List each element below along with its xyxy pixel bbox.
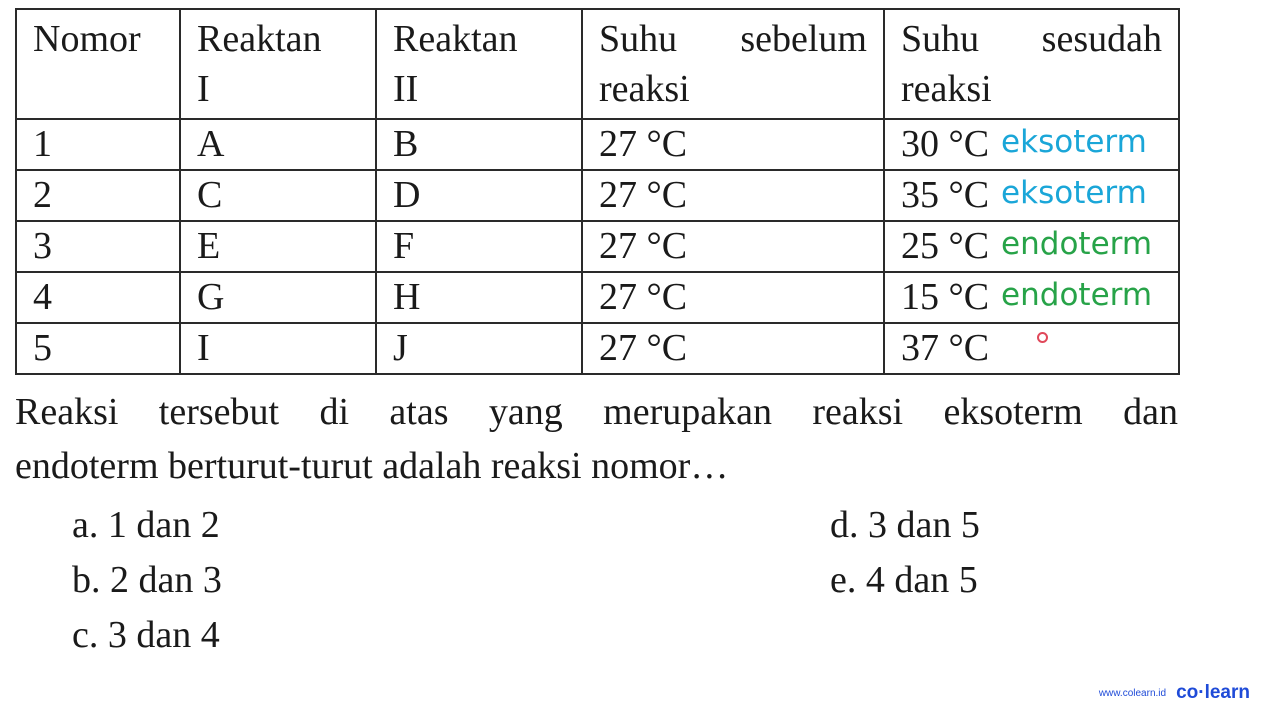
cell-nomor: 1	[16, 119, 180, 170]
option-e[interactable]: e. 4 dan 5	[830, 559, 978, 601]
annotation-endoterm: endoterm	[1001, 277, 1153, 313]
header-reaktan-2-line1: Reaktan	[393, 18, 518, 60]
header-suhu-sebelum	[582, 9, 884, 119]
cell-reaktan-1: E	[180, 221, 376, 272]
cell-nomor: 3	[16, 221, 180, 272]
logo-brand: co·learn	[1176, 682, 1250, 703]
question-line-2: endoterm berturut-turut adalah reaksi nomor…	[15, 445, 729, 487]
cell-reaktan-2: B	[376, 119, 582, 170]
reaction-table	[15, 8, 1180, 375]
cell-suhu-sesudah	[884, 323, 1179, 374]
cell-suhu-sebelum: 27 °C	[582, 323, 884, 374]
suhu-sesudah-value: 30 °C	[901, 123, 990, 165]
cell-suhu-sebelum: 27 °C	[582, 119, 884, 170]
suhu-sesudah-value: 25 °C	[901, 225, 990, 267]
table-row	[16, 323, 1179, 374]
header-suhu-sebelum-line1: Suhu sebelum	[599, 18, 867, 60]
header-reaktan-1-line2: I	[197, 68, 210, 110]
header-nomor	[16, 9, 180, 119]
cell-nomor: 5	[16, 323, 180, 374]
header-reaktan-1	[180, 9, 376, 119]
colearn-logo	[1099, 682, 1250, 704]
suhu-sesudah-value: 35 °C	[901, 174, 990, 216]
cell-reaktan-1: G	[180, 272, 376, 323]
option-b[interactable]: b. 2 dan 3	[72, 559, 222, 601]
table-header-row	[16, 9, 1179, 119]
cell-reaktan-2: J	[376, 323, 582, 374]
cell-suhu-sesudah	[884, 221, 1179, 272]
table-row	[16, 221, 1179, 272]
annotation-eksoterm: eksoterm	[1001, 124, 1147, 160]
cell-reaktan-1: C	[180, 170, 376, 221]
cell-reaktan-2: H	[376, 272, 582, 323]
cell-nomor: 2	[16, 170, 180, 221]
table-row	[16, 119, 1179, 170]
cell-nomor: 4	[16, 272, 180, 323]
option-d[interactable]: d. 3 dan 5	[830, 504, 980, 546]
annotation-endoterm: endoterm	[1001, 226, 1153, 262]
header-nomor-label: Nomor	[33, 18, 141, 60]
cell-suhu-sebelum: 27 °C	[582, 170, 884, 221]
question-text	[15, 385, 1178, 493]
cell-reaktan-1: I	[180, 323, 376, 374]
cell-suhu-sebelum: 27 °C	[582, 221, 884, 272]
cell-reaktan-1: A	[180, 119, 376, 170]
cell-reaktan-2: D	[376, 170, 582, 221]
suhu-sesudah-value: 37 °C	[901, 327, 990, 369]
option-c[interactable]: c. 3 dan 4	[72, 614, 220, 656]
pen-marker-dot	[1037, 332, 1048, 343]
header-suhu-sebelum-line2: reaksi	[599, 68, 690, 110]
table-row	[16, 170, 1179, 221]
header-reaktan-1-line1: Reaktan	[197, 18, 322, 60]
header-suhu-sesudah-line2: reaksi	[901, 68, 992, 110]
header-suhu-sesudah-line1: Suhu sesudah	[901, 18, 1162, 60]
annotation-eksoterm: eksoterm	[1001, 175, 1147, 211]
cell-reaktan-2: F	[376, 221, 582, 272]
table-row	[16, 272, 1179, 323]
logo-url: www.colearn.id	[1098, 687, 1167, 699]
question-line-1: Reaksi tersebut di atas yang merupakan reaksi eksoterm dan	[15, 391, 1178, 433]
cell-suhu-sebelum: 27 °C	[582, 272, 884, 323]
header-suhu-sesudah	[884, 9, 1179, 119]
header-reaktan-2	[376, 9, 582, 119]
cell-suhu-sesudah	[884, 119, 1179, 170]
cell-suhu-sesudah	[884, 170, 1179, 221]
cell-suhu-sesudah	[884, 272, 1179, 323]
option-a[interactable]: a. 1 dan 2	[72, 504, 220, 546]
suhu-sesudah-value: 15 °C	[901, 276, 990, 318]
header-reaktan-2-line2: II	[393, 68, 419, 110]
